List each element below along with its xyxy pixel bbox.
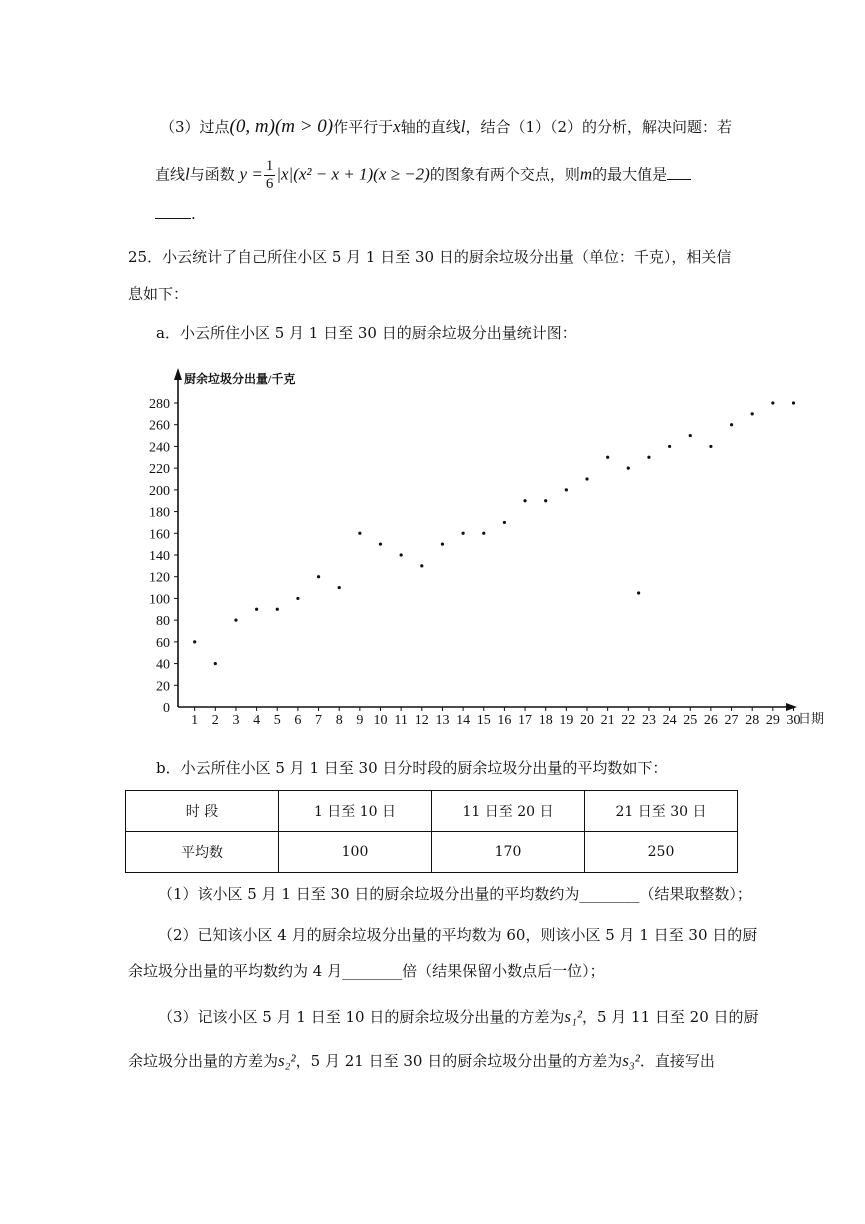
data-point <box>482 532 485 535</box>
data-point <box>751 412 754 415</box>
x-tick-label: 9 <box>356 713 364 728</box>
y-tick-label: 20 <box>156 679 170 695</box>
math-func-lhs: y = <box>239 164 263 184</box>
x-tick-label: 2 <box>211 713 219 728</box>
x-tick-label: 16 <box>497 713 512 728</box>
data-point <box>647 456 650 459</box>
table-cell: 170 <box>432 832 585 873</box>
x-tick-label: 10 <box>373 713 388 728</box>
q25-part-a: a．小云所住小区 5 月 1 日至 30 日的厨余垃圾分出量统计图： <box>156 324 577 342</box>
data-point <box>379 543 382 546</box>
q24-line2c: 的图象有两个交点，则 <box>429 165 580 184</box>
data-point <box>234 619 237 622</box>
math-s3-squared: s₃² <box>622 1051 640 1070</box>
math-fraction <box>264 158 276 193</box>
math-m: m <box>579 164 593 184</box>
x-tick-label: 20 <box>580 713 594 728</box>
math-s1-squared: s₁² <box>564 1007 582 1026</box>
data-point <box>441 543 444 546</box>
math-condition: (m > 0) <box>274 116 334 137</box>
data-point <box>255 608 258 611</box>
x-tick-label: 27 <box>724 713 739 728</box>
data-point <box>400 553 403 556</box>
x-tick-label: 3 <box>232 713 240 728</box>
fraction-denominator: 6 <box>265 176 274 192</box>
data-point <box>544 499 547 502</box>
table-cell: 11 日至 20 日 <box>432 791 585 832</box>
q25-part-b: b．小云所住小区 5 月 1 日至 30 日分时段的厨余垃圾分出量的平均数如下： <box>156 759 668 777</box>
data-point <box>730 423 733 426</box>
q24-part3-line1 <box>160 116 732 138</box>
y-tick-label: 180 <box>149 505 170 521</box>
table-cell: 时 段 <box>126 791 279 832</box>
q25-sub2-line2: 余垃圾分出量的平均数约为 4 月________倍（结果保留小数点后一位）； <box>128 962 605 980</box>
x-tick-label: 7 <box>315 713 323 728</box>
data-point <box>585 477 588 480</box>
y-tick-label: 0 <box>163 701 170 716</box>
data-point <box>214 662 217 665</box>
data-point <box>296 597 299 600</box>
q25-sub3-line2 <box>128 1050 715 1071</box>
data-point <box>462 532 465 535</box>
x-tick-label: 15 <box>476 713 491 728</box>
x-axis-ticks <box>191 707 800 728</box>
x-tick-label: 21 <box>600 713 615 728</box>
data-point <box>193 640 196 643</box>
x-tick-label: 18 <box>538 713 553 728</box>
x-tick-label: 22 <box>621 713 636 728</box>
q25-intro-line2: 息如下： <box>128 285 189 303</box>
y-tick-label: 160 <box>149 527 170 543</box>
table-cell: 250 <box>585 832 738 873</box>
q25-sub2-line1: （2）已知该小区 4 月的厨余垃圾分出量的平均数为 60，则该小区 5 月 1 日至 30 日的厨 <box>158 926 758 944</box>
q24-end: . <box>191 205 196 223</box>
q24-line2d: 的最大值是 <box>592 165 668 184</box>
x-tick-label: 5 <box>273 713 281 728</box>
math-s2-squared: s₂² <box>278 1051 296 1070</box>
table-cell: 1 日至 10 日 <box>279 791 432 832</box>
x-axis-arrow <box>786 703 797 711</box>
q25-intro-line1: 25．小云统计了自己所住小区 5 月 1 日至 30 日的厨余垃圾分出量（单位：千克），相关信 <box>128 248 732 266</box>
x-tick-label: 28 <box>745 713 760 728</box>
y-tick-label: 240 <box>149 440 170 456</box>
x-tick-label: 8 <box>335 713 343 728</box>
y-axis-arrow <box>174 368 182 380</box>
x-tick-label: 6 <box>294 713 302 728</box>
y-tick-label: 80 <box>156 614 170 630</box>
math-l-2: l <box>185 164 190 184</box>
answer-blank-cont <box>155 218 191 219</box>
q24-line2b: 与函数 <box>189 165 235 184</box>
scatter-chart <box>0 360 865 730</box>
x-tick-label: 26 <box>703 713 718 728</box>
y-axis-ticks <box>149 397 178 716</box>
data-point <box>637 591 640 594</box>
chart-axes <box>174 368 797 711</box>
q24-text3: ，结合（1）（2）的分析，解决问题：若 <box>465 118 733 136</box>
x-tick-label: 19 <box>559 713 574 728</box>
y-tick-label: 280 <box>149 397 170 412</box>
q24-text2: 轴的直线 <box>400 118 461 136</box>
x-tick-label: 24 <box>662 713 677 728</box>
data-point <box>276 608 279 611</box>
y-tick-label: 140 <box>149 549 170 564</box>
data-point <box>668 445 671 448</box>
q25-sub3-text3: 余垃圾分出量的方差为 <box>128 1052 279 1070</box>
q24-text1: 作平行于 <box>333 118 394 136</box>
y-tick-label: 200 <box>149 483 170 499</box>
q24-part3-line3 <box>155 205 196 223</box>
y-tick-label: 100 <box>149 592 170 608</box>
y-tick-label: 260 <box>149 418 170 434</box>
q24-line2a: 直线 <box>155 165 186 184</box>
table-cell: 平均数 <box>126 832 279 873</box>
average-table <box>125 790 738 873</box>
data-point <box>503 521 506 524</box>
x-tick-label: 25 <box>683 713 698 728</box>
data-point <box>709 445 712 448</box>
x-tick-label: 29 <box>765 713 780 728</box>
data-points <box>193 401 795 665</box>
y-tick-label: 120 <box>149 570 170 586</box>
data-point <box>358 532 361 535</box>
q25-sub3-text2: ，5 月 11 日至 20 日的厨 <box>581 1008 759 1026</box>
x-tick-label: 4 <box>253 713 261 728</box>
q24-part3-label: （3）过点 <box>160 118 230 136</box>
table-header-row <box>126 791 738 832</box>
x-tick-label: 12 <box>414 713 429 728</box>
x-tick-label: 1 <box>191 713 199 728</box>
table-cell: 100 <box>279 832 432 873</box>
q24-part3-line2 <box>155 158 691 193</box>
y-tick-label: 40 <box>156 657 170 673</box>
data-point <box>317 575 320 578</box>
q25-sub3-text1: （3）记该小区 5 月 1 日至 10 日的厨余垃圾分出量的方差为 <box>158 1008 565 1026</box>
math-x: x <box>393 117 401 136</box>
data-point <box>606 456 609 459</box>
x-tick-label: 13 <box>435 713 450 728</box>
math-func-rhs: |x|(x² − x + 1)(x ≥ −2) <box>276 164 430 184</box>
x-tick-label: 17 <box>518 713 533 728</box>
table-row <box>126 832 738 873</box>
x-tick-label: 23 <box>641 713 656 728</box>
data-point <box>689 434 692 437</box>
x-tick-label: 30 <box>786 713 801 728</box>
x-axis-label: 日期 <box>798 711 825 726</box>
y-axis-label: 厨余垃圾分出量/千克 <box>184 372 296 386</box>
data-point <box>565 488 568 491</box>
q25-sub3-line1 <box>158 1006 759 1027</box>
table-cell: 21 日至 30 日 <box>585 791 738 832</box>
data-point <box>420 564 423 567</box>
y-tick-label: 220 <box>149 462 170 478</box>
x-tick-label: 14 <box>456 713 471 728</box>
data-point <box>627 467 630 470</box>
q25-sub1: （1）该小区 5 月 1 日至 30 日的厨余垃圾分出量的平均数约为________（结果取整数）； <box>158 885 752 903</box>
fraction-numerator: 1 <box>265 158 274 174</box>
x-tick-label: 11 <box>394 713 408 728</box>
data-point <box>792 401 795 404</box>
data-point <box>771 401 774 404</box>
y-tick-label: 60 <box>156 635 170 651</box>
data-point <box>523 499 526 502</box>
data-point <box>338 586 341 589</box>
answer-blank <box>667 179 691 180</box>
math-l: l <box>460 117 466 136</box>
math-point: (0, m) <box>229 116 275 137</box>
q25-sub3-text4: ，5 月 21 日至 30 日的厨余垃圾分出量的方差为 <box>295 1052 623 1070</box>
q25-sub3-text5: ．直接写出 <box>639 1052 715 1070</box>
